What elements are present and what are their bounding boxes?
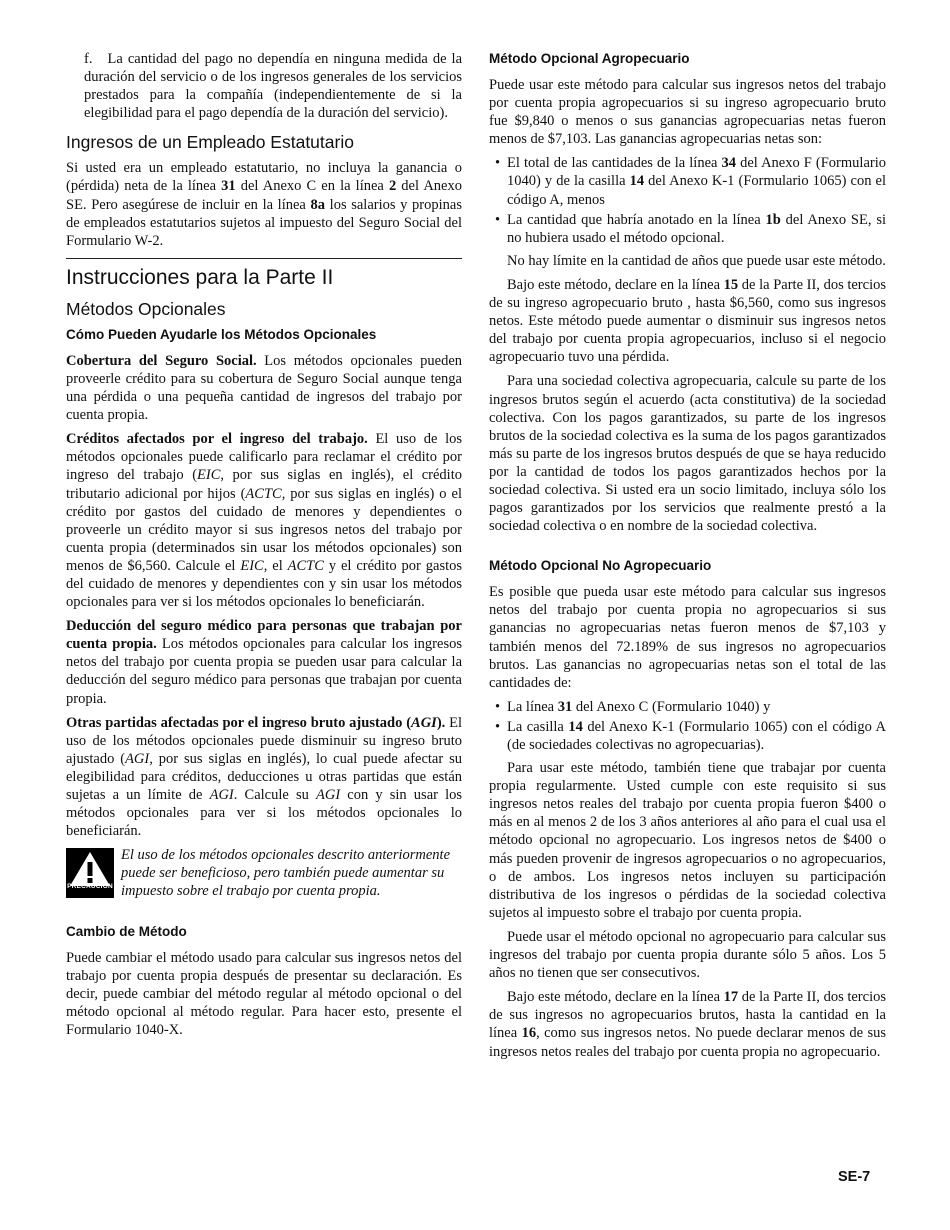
- nonfarm-bullet-1: • La línea 31 del Anexo C (Formulario 1040) y: [495, 698, 771, 715]
- farm-intro-paragraph: Puede usar este método para calcular sus ingresos netos del trabajo por cuenta propia agropecuarios si su ingreso agropecuario bruto fue $9,840 o menos o sus ganancias agropecuarias netas fueron menos de $7,103. Las ganancias agropecuarias netas son:: [489, 77, 886, 148]
- statutory-employee-paragraph: Si usted era un empleado estatutario, no incluya la ganancia o (pérdida) neta de la línea 31 del Anexo C en la línea 2 del Anexo SE. Pero asegúrese de incluir en la línea 8a los salarios y propinas de empleados estatutarios sujetos al impuesto del Seguro Social del Formulario W-2.: [66, 160, 462, 249]
- farm-bullet-2: • La cantidad que habría anotado en la línea 1b del Anexo SE, si no hubiera usado el método opcional.: [495, 211, 886, 246]
- how-methods-help-heading: Cómo Pueden Ayudarle los Métodos Opcionales: [66, 326, 377, 342]
- nonfarm-under-method-paragraph: Bajo este método, declare en la línea 17 de la Parte II, dos tercios de sus ingresos no agropecuarios brutos, hasta la cantidad en la línea 16, como sus ingresos netos. No puede declarar menos de sus ingresos netos reales del trabajo por cuenta propia no agropecuario.: [489, 989, 886, 1060]
- part-ii-title: Instrucciones para la Parte II: [66, 265, 334, 289]
- social-security-coverage-paragraph: Cobertura del Seguro Social. Los métodos opcionales pueden proveerle crédito para su cobertura de Seguro Social aunque tenga una pérdida o una pequeña cantidad de ingresos del trabajo por cuenta propia.: [66, 352, 463, 424]
- right-column: [489, 50, 886, 1067]
- caution-icon-label: PRECAUCION: [67, 883, 113, 891]
- left-column: [66, 50, 462, 1045]
- optional-methods-heading: Métodos Opcionales: [66, 298, 226, 319]
- section-divider: [66, 258, 462, 259]
- nonfarm-bullet-2: • La casilla 14 del Anexo K-1 (Formulario 1065) con el código A (de sociedades colectivas no agropecuarias).: [495, 718, 886, 753]
- nonfarm-intro-paragraph: Es posible que pueda usar este método para calcular sus ingresos netos del trabajo por cuenta propia no agropecuarios si sus ganancias no agropecuarias netas fueron menos de $7,103 y también menos del 72.189% de sus ingresos no agropecuarios brutos. Las ganancias no agropecuarias netas son el total de las cantidades de:: [489, 584, 886, 691]
- bullet-icon: •: [495, 211, 501, 228]
- page-number: SE-7: [838, 1169, 871, 1185]
- farm-no-limit-paragraph: No hay límite en la cantidad de años que puede usar este método.: [507, 252, 886, 269]
- caution-icon: [66, 848, 114, 898]
- nonfarm-five-years-paragraph: Puede usar el método opcional no agropecuario para calcular sus ingresos del trabajo por cuenta propia durante sólo 5 años. Los 5 años no tienen que ser consecutivos.: [489, 928, 886, 982]
- change-of-method-heading: Cambio de Método: [66, 923, 187, 939]
- nonfarm-optional-method-heading: Método Opcional No Agropecuario: [489, 558, 712, 574]
- farm-optional-method-heading: Método Opcional Agropecuario: [489, 51, 690, 66]
- bullet-icon: •: [495, 718, 501, 735]
- health-insurance-deduction-paragraph: Deducción del seguro médico para personas que trabajan por cuenta propia. Los métodos opcionales para calcular los ingresos netos del trabajo por cuenta propia se pueden usar para calcular la deducción del seguro médico para personas que trabajan por cuenta propia.: [66, 618, 462, 707]
- statutory-employee-heading: Ingresos de un Empleado Estatutario: [66, 132, 354, 153]
- earned-income-credits-paragraph: Créditos afectados por el ingreso del trabajo. El uso de los métodos opcionales puede calificarlo para reclamar el crédito por ingreso del trabajo (EIC, por sus siglas en inglés), el crédito tributario adicional por hijos (ACTC, por sus siglas en inglés) o el crédito por gastos del cuidado de menores y dependientes o proveerle un crédito mayor si sus ingresos netos del trabajo por cuenta propia (determinados sin usar los métodos opcionales) son menos de $6,560. Calcule el EIC, el ACTC y el crédito por gastos del cuidado de menores y dependientes con y sin usar los métodos opcionales para ver si los métodos opcionales lo beneficiarán.: [66, 431, 463, 611]
- caution-note: [66, 846, 462, 900]
- nonfarm-regular-paragraph: Para usar este método, también tiene que trabajar por cuenta propia regularmente. Usted cumple con este requisito si sus ingresos netos reales del trabajo por cuenta propia fueron $400 o más en al menos 2 de los 3 años anteriores al año para el cual usa el método opcional no agropecuario. Los ingresos netos de $400 o más pueden provenir de ingresos agropecuarios o no agropecuarios, o de ambos. Los ingresos netos incluyen su participación distributiva de los ingresos o pérdidas de la sociedad colectiva sujetos al impuesto sobre el trabajo por cuenta propia.: [489, 760, 886, 921]
- farm-bullet-1: • El total de las cantidades de la línea 34 del Anexo F (Formulario 1040) y de la casilla 14 del Anexo K-1 (Formulario 1065) con el código A, menos: [495, 155, 887, 208]
- caution-text: El uso de los métodos opcionales descrito anteriormente puede ser beneficioso, pero también puede aumentar su impuesto sobre el trabajo por cuenta propia.: [121, 847, 451, 900]
- change-of-method-paragraph: Puede cambiar el método usado para calcular sus ingresos netos del trabajo por cuenta propia después de presentar su declaración. Es decir, puede cambiar del método regular al método opcional o del método opcional al método regular. Para hacer esto, presente el Formulario 1040-X.: [66, 949, 462, 1038]
- bullet-icon: •: [495, 155, 501, 172]
- list-marker: f.: [84, 51, 93, 67]
- list-item-f: f. La cantidad del pago no dependía en ninguna medida de la duración del servicio o de los ingresos generales de los servicios prestados para la compañía (independientemente de si la elegibilidad para el pago dependía de la duración del servicio).: [84, 51, 463, 122]
- bullet-icon: •: [495, 698, 501, 715]
- farm-under-method-paragraph: Bajo este método, declare en la línea 15 de la Parte II, dos tercios de su ingreso agropecuario bruto , hasta $6,560, como sus ingresos netos. Este método puede aumentar o disminuir sus ingresos netos del trabajo por cuenta propia agropecuarios, incluso si el negocio agropecuario tuvo una pérdida.: [489, 276, 886, 366]
- agi-items-paragraph: Otras partidas afectadas por el ingreso bruto ajustado (AGI). El uso de los métodos opcionales puede disminuir su ingreso bruto ajustado (AGI, por sus siglas en inglés), lo cual puede afectar su elegibilidad para créditos, deducciones u otras partidas que están sujetas a un límite de AGI. Calcule su AGI con y sin usar los métodos opcionales para ver si los métodos opcionales lo beneficiarán.: [66, 714, 463, 840]
- farm-partnership-paragraph: Para una sociedad colectiva agropecuaria, calcule su parte de los ingresos brutos según el acuerdo (acta constitutiva) de la sociedad colectiva. Con los pagos garantizados, su parte de los ingresos brutos de la sociedad colectiva es la suma de los pagos garantizados más su parte de los ingresos brutos después de que se haya reducido por la cantidad de todos los pagos garantizados hechos por la sociedad colectiva. Si usted era un socio limitado, incluya sólo los pagos garantizados por los servicios que realmente prestó a la sociedad colectiva o en nombre de la sociedad colectiva.: [489, 373, 886, 535]
